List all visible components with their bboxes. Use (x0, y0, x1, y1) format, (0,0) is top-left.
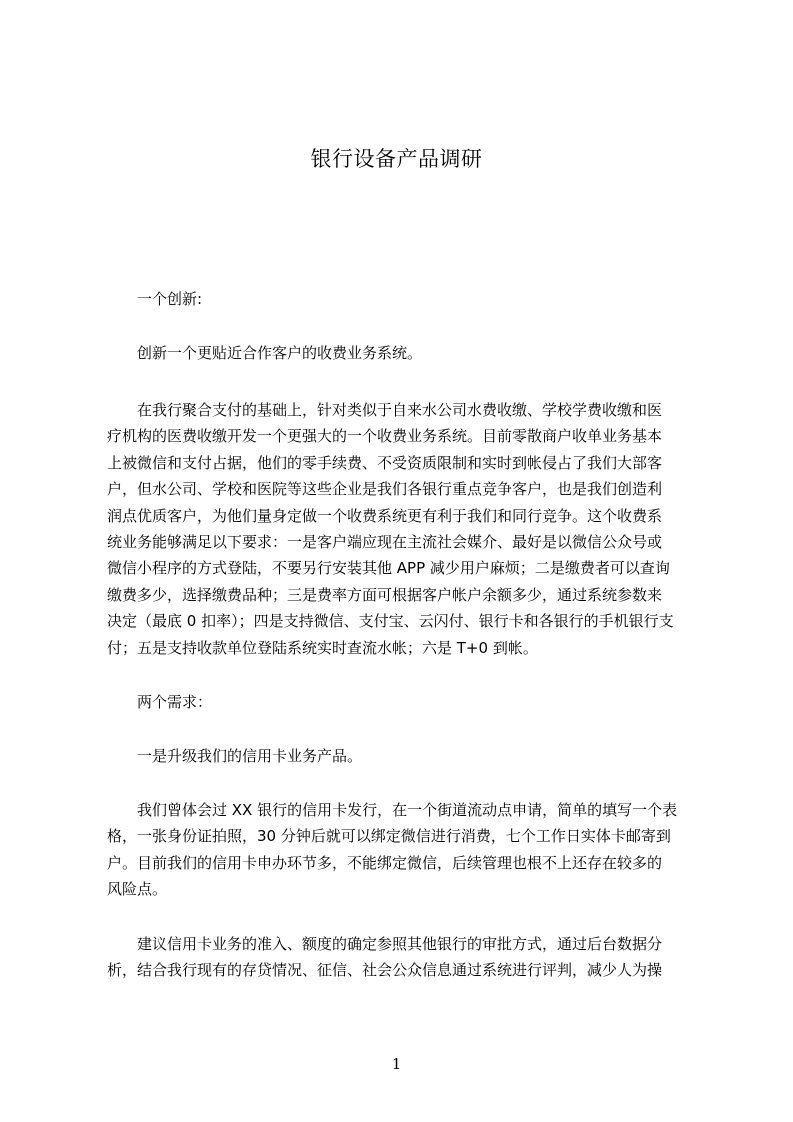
text-line: 一是升级我们的信用卡业务产品。 (137, 747, 363, 765)
text-line: 微信小程序的方式登陆，不要另行安装其他 APP 减少用户麻烦；二是缴费者可以查询 (107, 559, 670, 578)
text-line: 疗机构的医费收缴开发一个更强大的一个收费业务系统。目前零散商户收单业务基本 (107, 427, 663, 446)
text-line: 一个创新: (137, 290, 203, 308)
text-line: 建议信用卡业务的准入、额度的确定参照其他银行的审批方式，通过后台数据分 (137, 935, 663, 953)
page-number: 1 (391, 1055, 402, 1073)
heading-two-needs (107, 689, 729, 715)
text-line: 润点优质客户，为他们量身定做一个收费系统更有利于我们和同行竞争。这个收费系 (107, 506, 663, 525)
document-title: 银行设备产品调研 (310, 147, 483, 171)
text-line: 缴费多少，选择缴费品种；三是费率方面可根据客户帐户余额多少，通过系统参数来 (107, 585, 663, 604)
text-line: 格，一张身份证拍照，30 分钟后就可以绑定微信进行消费，七个工作日实体卡邮寄到 (107, 827, 671, 846)
paragraph-credit-card-suggestion (107, 931, 699, 984)
text-line: 户，但水公司、学校和医院等这些企业是我们各银行重点竞争客户，也是我们创造利 (107, 480, 663, 499)
text-line: 析，结合我行现有的存贷情况、征信、社会公众信息通过系统进行评判，减少人为操 (107, 961, 663, 980)
text-line: 风险点。 (107, 880, 168, 899)
text-line: 两个需求： (137, 693, 213, 711)
text-line: 我们曾体会过 XX 银行的信用卡发行，在一个街道流动点申请，简单的填写一个表 (137, 801, 678, 819)
text-line: 付；五是支持收款单位登陆系统实时查流水帐；六是 T+0 到帐。 (107, 638, 538, 657)
text-line: 户。目前我们的信用卡申办环节多，不能绑定微信，后续管理也根不上还存在较多的 (107, 853, 663, 872)
text-line: 决定（最底 0 扣率）；四是支持微信、支付宝、云闪付、银行卡和各银行的手机银行支 (107, 612, 674, 631)
paragraph-innovation-summary (107, 340, 729, 366)
text-line: 统业务能够满足以下要求：一是客户端应现在主流社会媒介、最好是以微信公众号或 (107, 532, 663, 551)
paragraph-payment-system (107, 397, 699, 661)
text-line: 上被微信和支付占据，他们的零手续费、不受资质限制和实时到帐侵占了我们大部客 (107, 453, 663, 472)
text-line: 在我行聚合支付的基础上，针对类似于自来水公司水费收缴、学校学费收缴和医 (137, 401, 663, 419)
paragraph-credit-card-upgrade (107, 743, 729, 769)
heading-one-innovation (107, 286, 729, 312)
paragraph-credit-card-experience (107, 797, 699, 903)
text-line: 创新一个更贴近合作客户的收费业务系统。 (137, 344, 423, 362)
